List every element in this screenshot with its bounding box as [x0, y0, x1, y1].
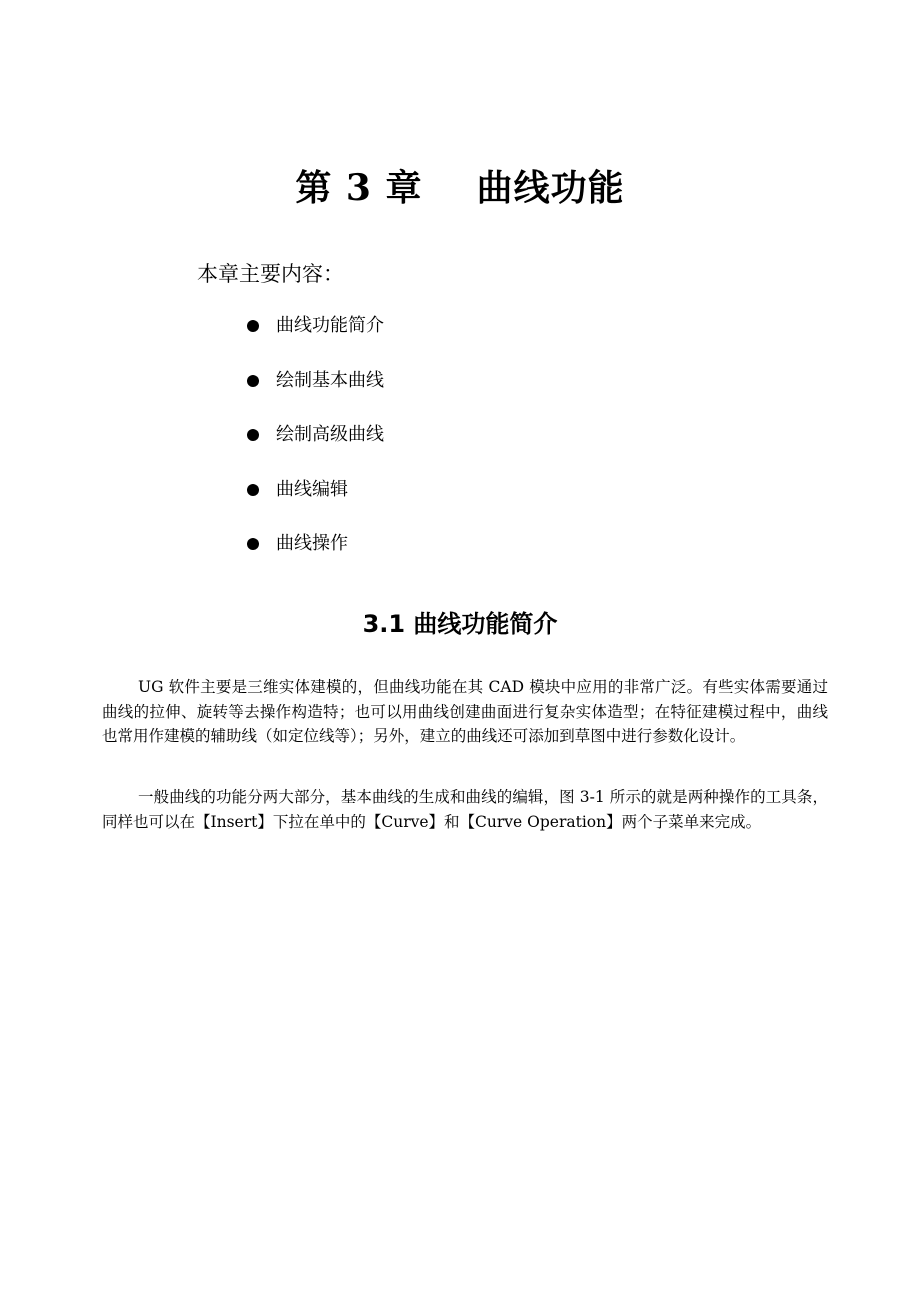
main-content-heading: 本章主要内容：	[197, 262, 344, 286]
list-item	[247, 420, 384, 475]
list-item-label: 曲线编辑	[276, 478, 348, 500]
bullet-icon	[247, 320, 259, 332]
list-item	[247, 475, 384, 530]
list-item-label: 绘制高级曲线	[276, 424, 384, 445]
list-item-label: 曲线操作	[276, 533, 348, 554]
bullet-icon	[247, 375, 259, 387]
body-paragraph: UG 软件主要是三维实体建模的，但曲线功能在其 CAD 模块中应用的非常广泛。有些实体需要通过曲线的拉伸、旋转等去操作构造特；也可以用曲线创建曲面进行复杂实体造型；在特征建模过程中，曲线也常用作建模的辅助线（如定位线等）；另外，建立的曲线还可添加到草图中进行参数化设计。	[102, 678, 828, 745]
chapter-title: 第 3 章 曲线功能	[295, 167, 625, 209]
list-item	[247, 311, 384, 366]
body-paragraph: 一般曲线的功能分两大部分，基本曲线的生成和曲线的编辑，图 3-1 所示的就是两种操作的工具条，同样也可以在【Insert】下拉在单中的【Curve】和【Curve Operation】两个子菜单来完成。	[102, 788, 828, 831]
bullet-icon	[247, 429, 259, 441]
section-heading: 3.1 曲线功能简介	[362, 610, 558, 638]
main-content-list	[247, 311, 384, 584]
list-item	[247, 366, 384, 421]
bullet-icon	[247, 484, 259, 496]
list-item-label: 绘制基本曲线	[276, 369, 384, 391]
list-item	[247, 529, 384, 584]
list-item-label: 曲线功能简介	[276, 315, 384, 336]
bullet-icon	[247, 538, 259, 550]
